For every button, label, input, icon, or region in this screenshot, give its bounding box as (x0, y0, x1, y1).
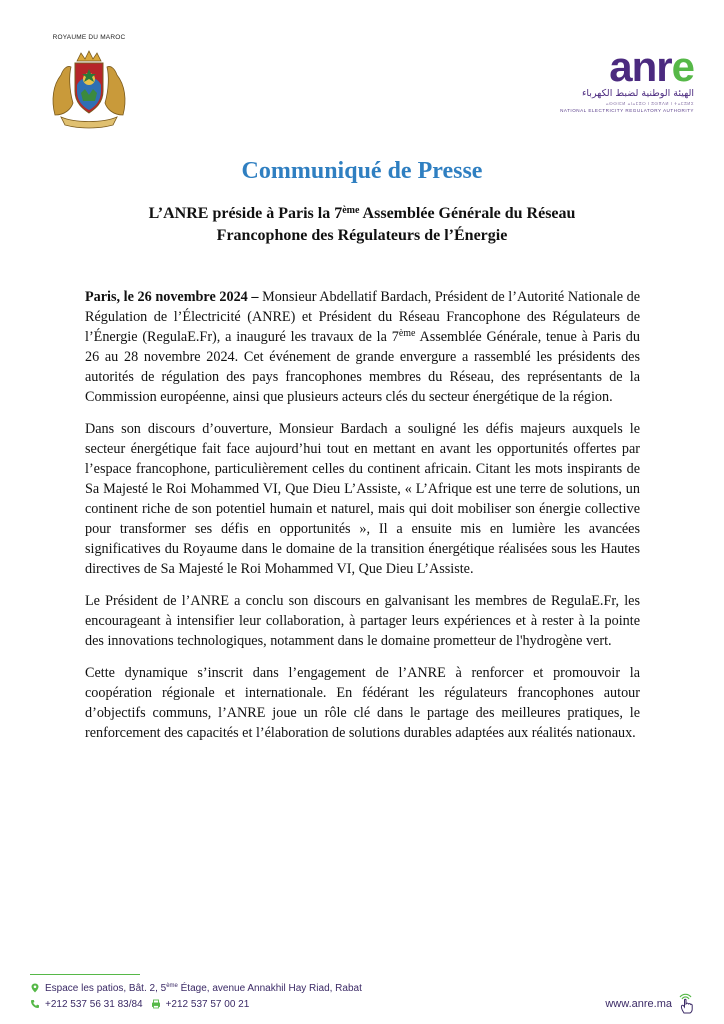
paragraph-1 (85, 287, 640, 407)
anre-logo-word-part2: e (671, 43, 694, 90)
location-pin-icon (30, 983, 40, 993)
anre-logo-wordmark (554, 43, 694, 90)
fax-icon (151, 999, 161, 1009)
page-subtitle (90, 203, 634, 247)
paragraph-3: Le Président de l’ANRE a conclu son discours en galvanisant les membres de RegulaE.Fr, les encourageant à intensifier leur collaboration, à partager leurs expériences et à rester à la pointe des innovations technologiques, notamment dans le domaine prometteur de l'hydrogène vert. (85, 593, 640, 649)
footer-phone: +212 537 56 31 83/84 (45, 998, 143, 1010)
anre-logo-english: NATIONAL ELECTRICITY REGULATORY AUTHORITY (560, 108, 694, 113)
touch-click-icon (676, 993, 698, 1015)
phone-icon (30, 999, 40, 1009)
website-link[interactable]: www.anre.ma (605, 998, 672, 1010)
anre-logo-word-part1: anr (609, 43, 672, 90)
anre-logo (554, 43, 694, 113)
footer-fax: +212 537 57 00 21 (165, 998, 250, 1010)
paragraph-4: Cette dynamique s’inscrit dans l’engagement de l’ANRE à renforcer et promouvoir la coopération régionale et internationale. En fédérant les régulateurs francophones autour d’objectifs communs, l’ANRE joue un rôle clé dans le partage des meilleures pratiques, le renforcement des capacités et l’élaboration de solutions durables adaptées aux réalités nationaux. (85, 665, 640, 741)
paragraph-1-text1: Monsieur Abdellatif Bardach, Président de l’Autorité Nationale de Régulation de l’Électricité (ANRE) et Président du Réseau Francophone des Régulateurs de l’Énergie (RegulaE.Fr), a inauguré les travaux de la 7 (85, 289, 641, 345)
anre-logo-arabic: الهيئة الوطنية لضبط الكهرباء (581, 88, 694, 99)
footer-contact (30, 980, 362, 1012)
footer-address: Espace les patios, Bât. 2, 5ème Étage, avenue Annakhil Hay Riad, Rabat (45, 982, 362, 994)
anre-logo-tifinagh: ⴰⵙⵙⵏⵎⵍ ⴰⵏⴰⵎⵓⵔ ⵏ ⵓⵙⴳⴷⵍ ⵏ ⵜⴰⵎⵓⵍⵉ (605, 101, 694, 106)
subtitle-part2: Assemblée Générale du Réseau (359, 205, 576, 222)
kingdom-label: ROYAUME DU MAROC (52, 34, 126, 41)
page-title: Communiqué de Presse (241, 158, 483, 184)
press-release-body (85, 287, 640, 755)
paragraph-2: Dans son discours d’ouverture, Monsieur Bardach a souligné les défis majeurs auxquels le secteur énergétique fait face aujourd’hui tout en mettant en avant les opportunités offertes par l’espace francophone, particulièrement celles du continent africain. Citant les mots inspirants de Sa Majesté le Roi Mohammed VI, Que Dieu L’Assiste, « L’Afrique est une terre de solutions, un continent riche de son potentiel humain et naturel, mais qui doit mobiliser son énergie collective pour transformer ses défis en opportunités », Il a ensuite mis en lumière les avancées significatives du Royaume dans le domaine de la transition énergétique réalisées sous les Hautes directives de Sa Majesté le Roi Mohammed VI, Que Dieu L’Assiste. (85, 421, 640, 577)
footer-divider (30, 974, 140, 975)
kingdom-emblem-block (44, 34, 134, 129)
dateline: Paris, le 26 novembre 2024 – (85, 289, 259, 305)
footer-phone-group (30, 999, 143, 1010)
subtitle-line2: Francophone des Régulateurs de l’Énergie (216, 227, 508, 244)
paragraph-1-text2: Assemblée Générale, tenue à Paris du 26 au 28 novembre 2024. Cet événement de grande envergure a rassemblé les présidents des autorités de régulation des pays francophones membres du Réseau, des représentants de la Commission européenne, ainsi que plusieurs acteurs clés du secteur énergétique de la région. (85, 329, 640, 405)
footer-website[interactable] (605, 993, 698, 1015)
subtitle-part1: L’ANRE préside à Paris la 7 (148, 205, 343, 222)
footer-phone-row (30, 996, 362, 1012)
footer-address-row (30, 980, 362, 996)
footer-fax-group (151, 999, 250, 1010)
footer-address-superscript: ème (166, 982, 178, 989)
paragraph-1-superscript: ème (398, 328, 416, 339)
subtitle-superscript: ème (342, 205, 360, 216)
coat-of-arms-icon (47, 45, 131, 129)
